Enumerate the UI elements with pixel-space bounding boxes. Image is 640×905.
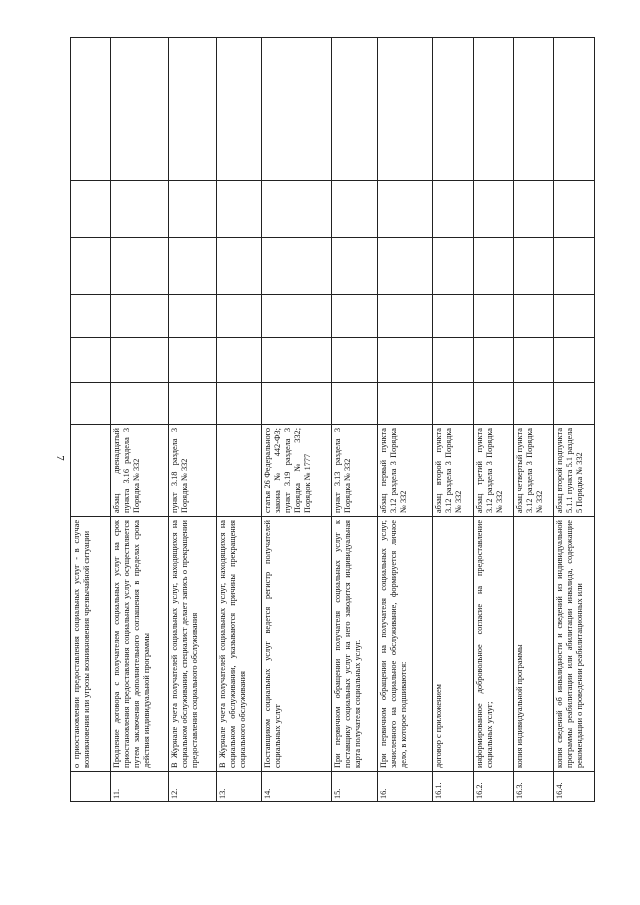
empty-cell bbox=[331, 180, 377, 237]
empty-cell bbox=[216, 382, 261, 424]
empty-cell bbox=[432, 180, 473, 237]
table-row bbox=[473, 37, 514, 802]
empty-cell bbox=[216, 37, 261, 180]
empty-cell bbox=[110, 294, 168, 337]
table-row bbox=[377, 37, 433, 802]
empty-cell bbox=[110, 382, 168, 424]
row-legal-reference bbox=[70, 424, 110, 516]
row-description: о приостановлении предоставления социальных услуг - в случае возникновения или угрозы возникновения чрезвычайной ситуации bbox=[70, 516, 110, 771]
empty-cell bbox=[473, 294, 513, 337]
empty-cell bbox=[70, 237, 110, 294]
empty-cell bbox=[261, 237, 331, 294]
empty-cell bbox=[70, 180, 110, 237]
empty-cell bbox=[553, 337, 595, 382]
empty-cell bbox=[168, 294, 216, 337]
row-legal-reference: статья 26 Федерального закона № 442-ФЗ; пункт 3.19 раздела 3 Порядка № 332; Порядок № 1777 bbox=[261, 424, 331, 516]
empty-cell bbox=[110, 37, 168, 180]
empty-cell bbox=[261, 180, 331, 237]
empty-cell bbox=[377, 337, 432, 382]
empty-cell bbox=[216, 180, 261, 237]
empty-cell bbox=[168, 382, 216, 424]
empty-cell bbox=[331, 294, 377, 337]
table-row bbox=[432, 37, 474, 802]
row-description: При первичном обращении на получателя социальных услуг, зачисленного на социальное обслуживание, формируется личное дело, в которое подшиваются: bbox=[377, 516, 432, 771]
row-description: Поставщиком социальных услуг ведется регистр получателей социальных услуг bbox=[261, 516, 331, 771]
row-legal-reference: абзац третий пункта 3.12 раздела 3 Порядка № 332 bbox=[473, 424, 513, 516]
table-row bbox=[168, 37, 217, 802]
row-number: 16.3. bbox=[513, 771, 553, 802]
page-number: 7 bbox=[54, 455, 66, 461]
empty-cell bbox=[261, 337, 331, 382]
row-legal-reference: абзац второй пункта 3.12 раздела 3 Порядка № 332 bbox=[432, 424, 473, 516]
row-number: 16.2. bbox=[473, 771, 513, 802]
table-row bbox=[261, 37, 332, 802]
row-legal-reference: абзац двенадцатый пункта 3.16 раздела 3 Порядка № 332 bbox=[110, 424, 168, 516]
empty-cell bbox=[553, 237, 595, 294]
row-description: копия сведений об инвалидности и сведений из индивидуальной программы реабилитации или абилитации инвалида, содержащие рекомендации о проведении реабилитационных или bbox=[553, 516, 595, 771]
table-row bbox=[513, 37, 554, 802]
row-description: В Журнале учета получателей социальных услуг, находящихся на социальном обслуживании, указываются причины прекращения социального обслуживания bbox=[216, 516, 261, 771]
row-description: Продление договора с получателем социальных услуг на срок приостановления предоставления социальных услуг осуществляется путем заключения дополнительного соглашения в пределах срока действия индивидуальной программы bbox=[110, 516, 168, 771]
row-number: 16.1. bbox=[432, 771, 473, 802]
services-table bbox=[70, 37, 595, 802]
table-row bbox=[331, 37, 378, 802]
table-row bbox=[110, 37, 169, 802]
empty-cell bbox=[553, 37, 595, 180]
empty-cell bbox=[432, 294, 473, 337]
empty-cell bbox=[377, 37, 432, 180]
row-legal-reference: абзац второй подпункта 5.1.1 пункта 5.1 раздела 5 Порядка № 332 bbox=[553, 424, 595, 516]
empty-cell bbox=[553, 180, 595, 237]
empty-cell bbox=[168, 180, 216, 237]
row-legal-reference bbox=[216, 424, 261, 516]
empty-cell bbox=[377, 294, 432, 337]
empty-cell bbox=[513, 237, 553, 294]
empty-cell bbox=[331, 237, 377, 294]
row-description: копия индивидуальной программы bbox=[513, 516, 553, 771]
empty-cell bbox=[331, 382, 377, 424]
empty-cell bbox=[513, 382, 553, 424]
empty-cell bbox=[70, 37, 110, 180]
empty-cell bbox=[331, 337, 377, 382]
empty-cell bbox=[513, 37, 553, 180]
empty-cell bbox=[473, 37, 513, 180]
empty-cell bbox=[216, 237, 261, 294]
empty-cell bbox=[168, 337, 216, 382]
empty-cell bbox=[513, 337, 553, 382]
empty-cell bbox=[110, 337, 168, 382]
empty-cell bbox=[261, 382, 331, 424]
rotated-table-area bbox=[70, 37, 595, 802]
row-number: 13. bbox=[216, 771, 261, 802]
empty-cell bbox=[216, 294, 261, 337]
empty-cell bbox=[432, 237, 473, 294]
empty-cell bbox=[432, 37, 473, 180]
table-row bbox=[553, 37, 595, 802]
empty-cell bbox=[261, 294, 331, 337]
empty-cell bbox=[110, 237, 168, 294]
empty-cell bbox=[377, 180, 432, 237]
empty-cell bbox=[216, 337, 261, 382]
empty-cell bbox=[473, 337, 513, 382]
empty-cell bbox=[110, 180, 168, 237]
row-description: договор с приложением bbox=[432, 516, 473, 771]
row-legal-reference: пункт 3.13 раздела 3 Порядка № 332 bbox=[331, 424, 377, 516]
row-description: В Журнале учета получателей социальных услуг, находящихся на социальном обслуживании, специалист делает запись о прекращении предоставления социального обслуживания bbox=[168, 516, 216, 771]
row-number: 11. bbox=[110, 771, 168, 802]
table-row bbox=[216, 37, 262, 802]
empty-cell bbox=[377, 382, 432, 424]
empty-cell bbox=[432, 382, 473, 424]
empty-cell bbox=[553, 294, 595, 337]
empty-cell bbox=[377, 237, 432, 294]
row-legal-reference: абзац первый пункта 3.12 раздела 3 Порядка № 332 bbox=[377, 424, 432, 516]
empty-cell bbox=[513, 180, 553, 237]
row-number: 16. bbox=[377, 771, 432, 802]
empty-cell bbox=[473, 382, 513, 424]
row-number: 16.4. bbox=[553, 771, 595, 802]
row-description: информированное добровольное согласие на предоставление социальных услуг; bbox=[473, 516, 513, 771]
empty-cell bbox=[261, 37, 331, 180]
empty-cell bbox=[70, 337, 110, 382]
row-legal-reference: пункт 3.18 раздела 3 Порядка № 332 bbox=[168, 424, 216, 516]
empty-cell bbox=[473, 180, 513, 237]
empty-cell bbox=[70, 294, 110, 337]
empty-cell bbox=[513, 294, 553, 337]
row-number: 12. bbox=[168, 771, 216, 802]
row-description: При первичном обращении получателя социальных услуг к поставщику социальных услуг на него заводится индивидуальная карта получателя социальных услуг. bbox=[331, 516, 377, 771]
row-number: 15. bbox=[331, 771, 377, 802]
row-legal-reference: абзац четвертый пункта 3.12 раздела 3 Порядка № 332 bbox=[513, 424, 553, 516]
empty-cell bbox=[168, 37, 216, 180]
row-number: 14. bbox=[261, 771, 331, 802]
empty-cell bbox=[553, 382, 595, 424]
table-row bbox=[70, 37, 111, 802]
empty-cell bbox=[432, 337, 473, 382]
row-number bbox=[70, 771, 110, 802]
empty-cell bbox=[70, 382, 110, 424]
empty-cell bbox=[168, 237, 216, 294]
empty-cell bbox=[473, 237, 513, 294]
empty-cell bbox=[331, 37, 377, 180]
